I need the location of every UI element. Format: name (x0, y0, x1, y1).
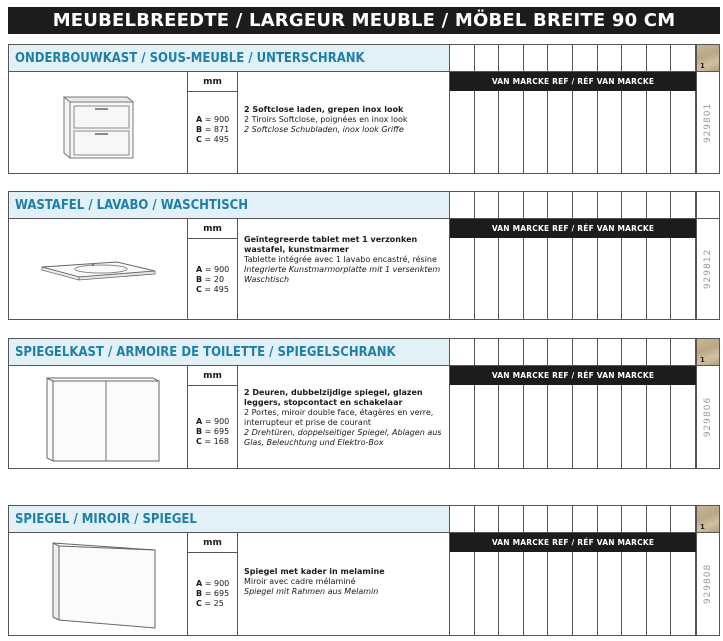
grid-cell (548, 552, 573, 636)
grid-cell (598, 552, 623, 636)
grid-cell (622, 552, 647, 636)
grid-cell (475, 505, 500, 533)
swatch-number: 1 (700, 62, 705, 70)
grid-cell (622, 238, 647, 320)
grid-cell (475, 91, 500, 174)
grid-cell (475, 44, 500, 72)
grid-cell (573, 552, 598, 636)
grid-cell (524, 338, 549, 366)
grid-cell (450, 505, 475, 533)
grid-cell (499, 552, 524, 636)
dimensions-column (188, 366, 238, 468)
product-box (8, 72, 450, 174)
grid-cell (622, 44, 647, 72)
dimensions-column (188, 219, 238, 319)
grid-cell (499, 505, 524, 533)
grid-cell (524, 238, 549, 320)
dimensions-column (188, 533, 238, 635)
grid-cell (548, 191, 573, 219)
section-heading: SPIEGEL / MIROIR / SPIEGEL (8, 505, 450, 533)
reference-cell (696, 218, 720, 320)
wood-swatch (696, 338, 720, 366)
mm-header: mm (188, 72, 237, 92)
section-spiegel (8, 505, 720, 636)
grid-cell (647, 238, 672, 320)
reference-grid (450, 191, 720, 320)
grid-cell (598, 238, 623, 320)
grid-cell (548, 44, 573, 72)
grid-cell (450, 385, 475, 469)
grid-cell (671, 238, 696, 320)
grid-cell (622, 91, 647, 174)
wood-swatch (696, 505, 720, 533)
dimensions: A = 900 B = 871 C = 495 (196, 115, 230, 144)
grid-cell (524, 44, 549, 72)
grid-cell (573, 91, 598, 174)
grid-cell (671, 505, 696, 533)
grid-cell (622, 385, 647, 469)
grid-cell (573, 44, 598, 72)
grid-cell (548, 505, 573, 533)
grid-cell (598, 191, 623, 219)
grid-cell (450, 191, 475, 219)
mm-header: mm (188, 219, 237, 239)
grid-cell (548, 338, 573, 366)
grid-cell (499, 385, 524, 469)
van-marcke-ref-bar: VAN MARCKE REF / RÉF VAN MARCKE (450, 533, 696, 552)
grid-cell (573, 338, 598, 366)
reference-grid (450, 505, 720, 636)
grid-cell (647, 91, 672, 174)
grid-cell (647, 338, 672, 366)
swatch-number: 1 (700, 523, 705, 531)
grid-cell (622, 338, 647, 366)
dimensions: A = 900 B = 695 C = 168 (196, 417, 230, 446)
grid-cell (598, 44, 623, 72)
section-waschtisch (8, 191, 720, 320)
grid-cell (524, 91, 549, 174)
grid-cell (573, 385, 598, 469)
grid-cell (671, 338, 696, 366)
reference-number: 929801 (703, 102, 713, 143)
grid-cell (548, 385, 573, 469)
page-title: MEUBELBREEDTE / LARGEUR MEUBLE / MÖBEL BREITE 90 CM (8, 7, 720, 34)
section-unterschrank (8, 44, 720, 174)
grid-cell (622, 505, 647, 533)
product-image-washbasin (9, 219, 188, 319)
reference-cell (696, 71, 720, 174)
grid-cell (450, 91, 475, 174)
grid-cell (499, 91, 524, 174)
grid-cell (671, 385, 696, 469)
product-description: 2 Deuren, dubbelzijdige spiegel, glazen leggers, stopcontact en schakelaar 2 Portes, miroir double face, étagères en verre, interrupteur et prise de courant 2 Drehtüren, doppelseitiger Spiegel, Ablagen aus Glas, Beleuchtung und Elektro-Box (244, 388, 442, 447)
dimensions: A = 900 B = 695 C = 25 (196, 579, 230, 608)
grid-cell (475, 238, 500, 320)
grid-cell (647, 385, 672, 469)
grid-cell (647, 552, 672, 636)
grid-cell (475, 552, 500, 636)
grid-cell (647, 191, 672, 219)
grid-cell (573, 505, 598, 533)
grid-cell (573, 191, 598, 219)
reference-number: 929808 (703, 563, 713, 605)
product-description: 2 Softclose laden, grepen inox look 2 Tiroirs Softclose, poignées en inox look 2 Softclose Schubladen, inox look Griffe (244, 105, 408, 134)
product-box (8, 219, 450, 320)
product-description: Geïntegreerde tablet met 1 verzonken wastafel, kunstmarmer Tablette intégrée avec 1 lavabo encastré, résine Integrierte Kunstmarmorplatte mit 1 versenktem Waschtisch (244, 235, 441, 284)
dimensions-column (188, 72, 238, 173)
grid-cell (499, 238, 524, 320)
grid-cell (475, 191, 500, 219)
reference-number: 929812 (703, 248, 713, 290)
product-box (8, 366, 450, 469)
grid-cell (450, 338, 475, 366)
grid-cell (524, 191, 549, 219)
grid-cell (450, 552, 475, 636)
grid-cell (524, 552, 549, 636)
grid-cell (598, 338, 623, 366)
grid-cell (548, 238, 573, 320)
grid-cell (671, 91, 696, 174)
grid-cell (647, 505, 672, 533)
product-image-cabinet (9, 72, 188, 173)
van-marcke-ref-bar: VAN MARCKE REF / RÉF VAN MARCKE (450, 219, 696, 238)
grid-cell (524, 385, 549, 469)
mm-header: mm (188, 533, 237, 553)
section-heading: ONDERBOUWKAST / SOUS-MEUBLE / UNTERSCHRANK (8, 44, 450, 72)
grid-cell (499, 44, 524, 72)
grid-cell (598, 91, 623, 174)
reference-cell (696, 365, 720, 469)
dimensions: A = 900 B = 20 C = 495 (196, 265, 230, 294)
wood-swatch (696, 44, 720, 72)
reference-cell (696, 532, 720, 636)
grid-cell (647, 44, 672, 72)
swatch-empty (696, 191, 720, 219)
van-marcke-ref-bar: VAN MARCKE REF / RÉF VAN MARCKE (450, 72, 696, 91)
grid-cell (671, 44, 696, 72)
grid-cell (548, 91, 573, 174)
grid-cell (573, 238, 598, 320)
reference-number: 929806 (703, 396, 713, 438)
swatch-number: 1 (700, 356, 705, 364)
grid-cell (671, 191, 696, 219)
grid-cell (475, 338, 500, 366)
reference-grid (450, 44, 720, 174)
grid-cell (598, 385, 623, 469)
mm-header: mm (188, 366, 237, 386)
section-heading: WASTAFEL / LAVABO / WASCHTISCH (8, 191, 450, 219)
grid-cell (499, 338, 524, 366)
grid-cell (622, 191, 647, 219)
grid-cell (450, 238, 475, 320)
product-box (8, 533, 450, 636)
product-image-mirror (9, 533, 188, 635)
grid-cell (671, 552, 696, 636)
grid-cell (499, 191, 524, 219)
section-spiegelschrank (8, 338, 720, 469)
grid-cell (524, 505, 549, 533)
grid-cell (598, 505, 623, 533)
product-image-mirror-cabinet (9, 366, 188, 468)
grid-cell (475, 385, 500, 469)
van-marcke-ref-bar: VAN MARCKE REF / RÉF VAN MARCKE (450, 366, 696, 385)
grid-cell (450, 44, 475, 72)
reference-grid (450, 338, 720, 469)
section-heading: SPIEGELKAST / ARMOIRE DE TOILETTE / SPIEGELSCHRANK (8, 338, 450, 366)
product-description: Spiegel met kader in melamine Miroir avec cadre mélaminé Spiegel mit Rahmen aus Melamin (244, 567, 385, 596)
